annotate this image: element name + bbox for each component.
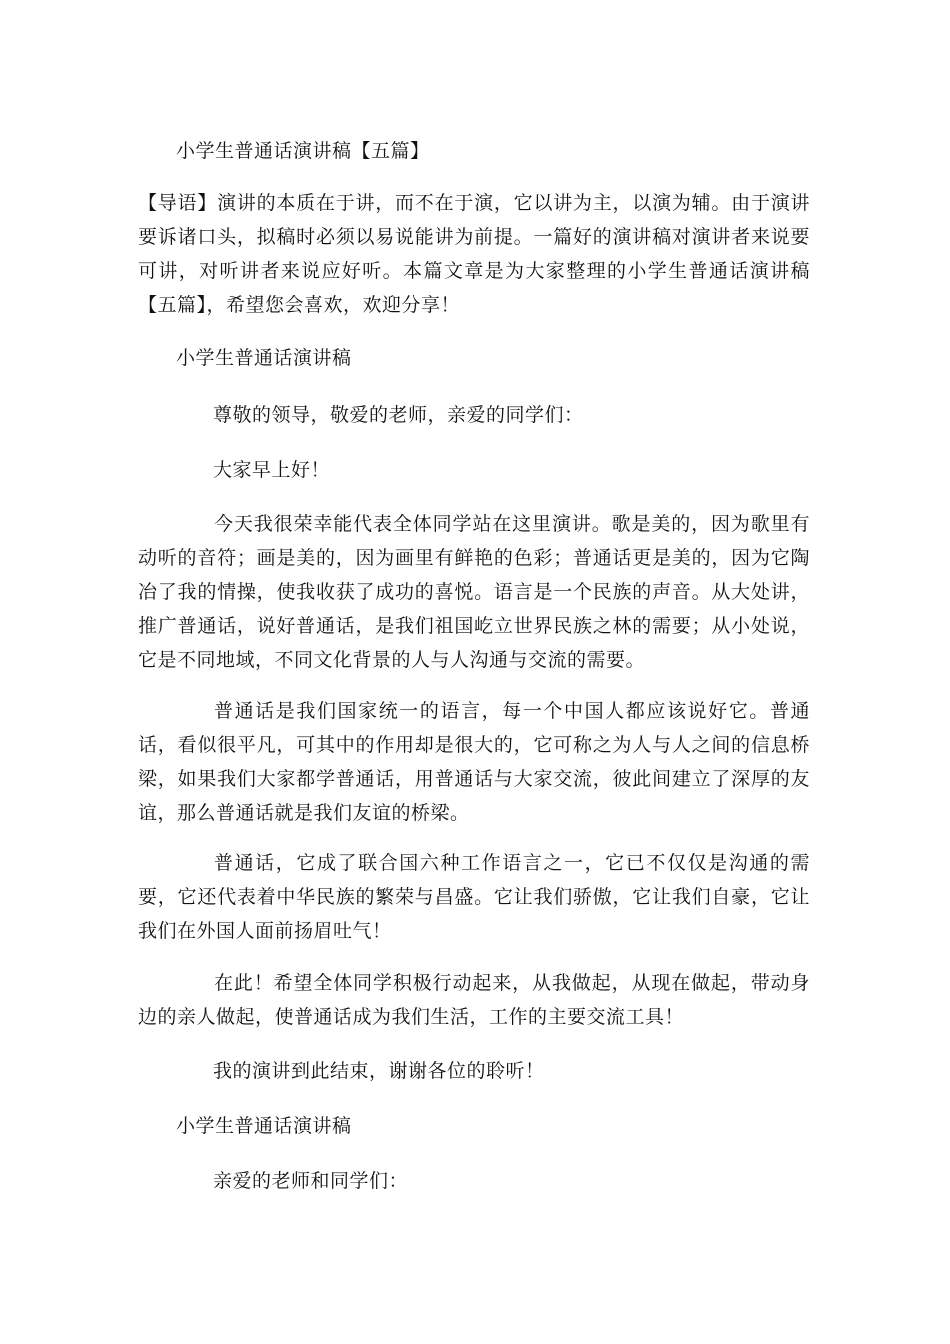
intro-paragraph: 【导语】演讲的本质在于讲，而不在于演，它以讲为主，以演为辅。由于演讲要诉诸口头，拟稿时必须以易说能讲为前提。一篇好的演讲稿对演讲者来说要可讲，对听讲者来说应好听。本篇文章是为大家整理的小学生普通话演讲稿【五篇】，希望您会喜欢，欢迎分享！ <box>138 192 810 316</box>
body-paragraph-4: 在此！希望全体同学积极行动起来，从我做起，从现在做起，带动身边的亲人做起，使普通话成为我们生活，工作的主要交流工具！ <box>138 972 810 1028</box>
body-paragraph-2: 普通话是我们国家统一的语言，每一个中国人都应该说好它。普通话，看似很平凡，可其中的作用却是很大的，它可称之为人与人之间的信息桥梁，如果我们大家都学普通话，用普通话与大家交流，彼此间建立了深厚的友谊，那么普通话就是我们友谊的桥梁。 <box>138 700 810 824</box>
section-heading: 小学生普通话演讲稿 <box>176 347 352 369</box>
salutation-2: 亲爱的老师和同学们： <box>213 1170 409 1192</box>
greeting: 大家早上好！ <box>213 459 331 481</box>
document-title: 小学生普通话演讲稿【五篇】 <box>176 140 430 162</box>
section-heading-2: 小学生普通话演讲稿 <box>176 1115 352 1137</box>
salutation: 尊敬的领导，敬爱的老师，亲爱的同学们： <box>213 404 584 426</box>
closing-line: 我的演讲到此结束，谢谢各位的聆听！ <box>213 1060 545 1082</box>
body-paragraph-1: 今天我很荣幸能代表全体同学站在这里演讲。歌是美的，因为歌里有动听的音符；画是美的，因为画里有鲜艳的色彩；普通话更是美的，因为它陶冶了我的情操，使我收获了成功的喜悦。语言是一个民族的声音。从大处讲，推广普通话，说好普通话，是我们祖国屹立世界民族之林的需要；从小处说，它是不同地域，不同文化背景的人与人沟通与交流的需要。 <box>138 513 810 671</box>
body-paragraph-3: 普通话，它成了联合国六种工作语言之一，它已不仅仅是沟通的需要，它还代表着中华民族的繁荣与昌盛。它让我们骄傲，它让我们自豪，它让我们在外国人面前扬眉吐气！ <box>138 852 810 942</box>
